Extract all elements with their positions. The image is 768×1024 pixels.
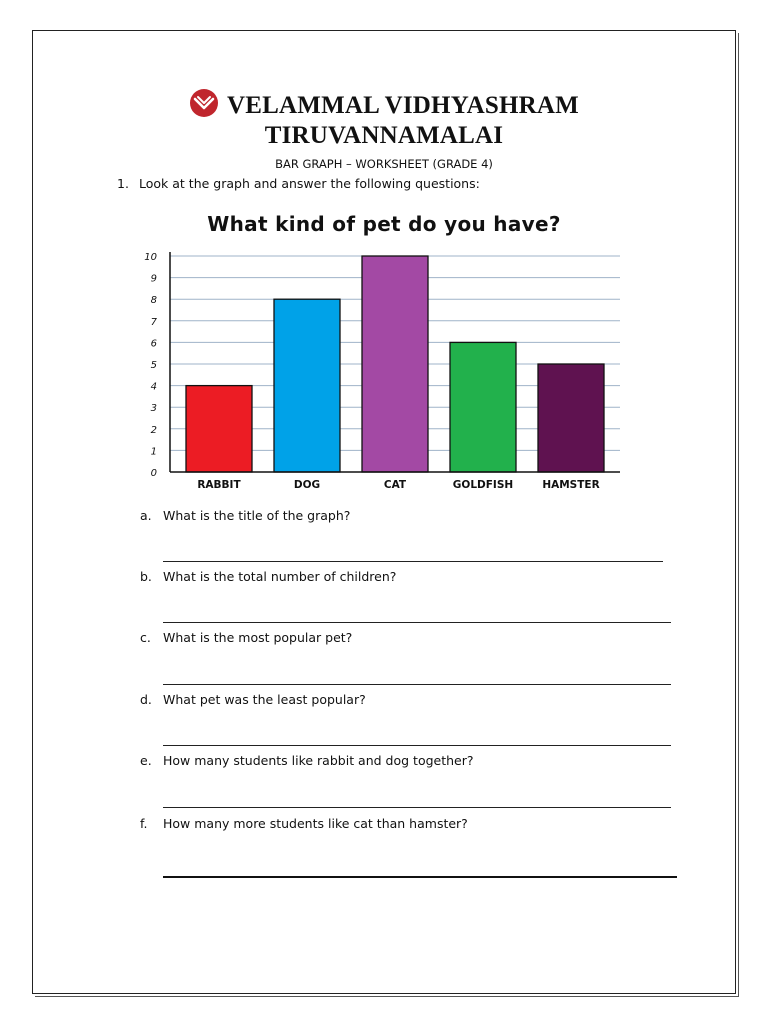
y-tick-label: 3 [150,403,157,415]
bar-goldfish [450,342,516,472]
x-tick-label: RABBIT [197,479,241,491]
answer-line-d[interactable] [163,745,671,746]
y-tick-label: 7 [150,316,157,328]
bar-rabbit [186,386,252,472]
question-c [140,630,352,645]
y-tick-label: 0 [150,468,157,479]
y-tick-label: 5 [150,360,157,371]
question-f-text: How many more students like cat than hamster? [163,816,468,831]
question-a [140,508,350,523]
bar-dog [274,299,340,472]
y-tick-label: 6 [150,338,157,350]
school-name-line2: TIRUVANNAMALAI [264,122,504,149]
question-a-letter: a. [140,508,152,523]
school-name-line1 [0,88,768,121]
question-1-number: 1. [117,176,129,191]
y-tick-label: 10 [144,252,157,263]
question-e-letter: e. [140,753,152,768]
x-tick-label: DOG [293,479,321,491]
y-tick-label: 1 [150,446,157,458]
question-b-text: What is the total number of children? [163,569,397,584]
question-a-text: What is the title of the graph? [163,508,351,523]
y-tick-label: 4 [150,381,157,393]
question-b [140,569,396,584]
question-1-text: Look at the graph and answer the following questions: [139,176,480,191]
question-b-letter: b. [140,569,152,584]
chart-title: What kind of pet do you have? [207,212,561,236]
y-tick-label: 2 [150,424,157,436]
question-d-text: What pet was the least popular? [163,692,366,707]
answer-line-b[interactable] [163,622,671,623]
question-e [140,753,474,768]
answer-line-a[interactable] [163,561,663,562]
y-tick-label: 8 [150,295,157,307]
bar-chart [130,242,630,494]
chart-y-ticks [144,252,157,479]
answer-line-f[interactable] [163,876,677,878]
answer-line-e[interactable] [163,807,671,808]
answer-line-c[interactable] [163,684,671,685]
velammal-logo-icon [189,88,219,118]
worksheet-header [0,88,768,171]
question-c-letter: c. [140,630,151,645]
question-c-text: What is the most popular pet? [163,630,353,645]
bar-cat [362,256,428,472]
question-d [140,692,366,707]
chart-x-ticks [197,479,599,491]
question-f [140,816,468,831]
bar-hamster [538,364,604,472]
question-d-letter: d. [140,692,152,707]
x-tick-label: GOLDFISH [452,479,514,491]
page-border [32,30,736,994]
question-f-letter: f. [140,816,148,831]
x-tick-label: HAMSTER [542,479,600,491]
x-tick-label: CAT [383,479,407,491]
y-tick-label: 9 [150,273,157,285]
school-name-text: VELAMMAL VIDHYASHRAM [227,92,579,119]
question-e-text: How many students like rabbit and dog together? [163,753,474,768]
question-1 [117,176,480,191]
worksheet-subtitle: BAR GRAPH – WORKSHEET (GRADE 4) [275,157,493,171]
